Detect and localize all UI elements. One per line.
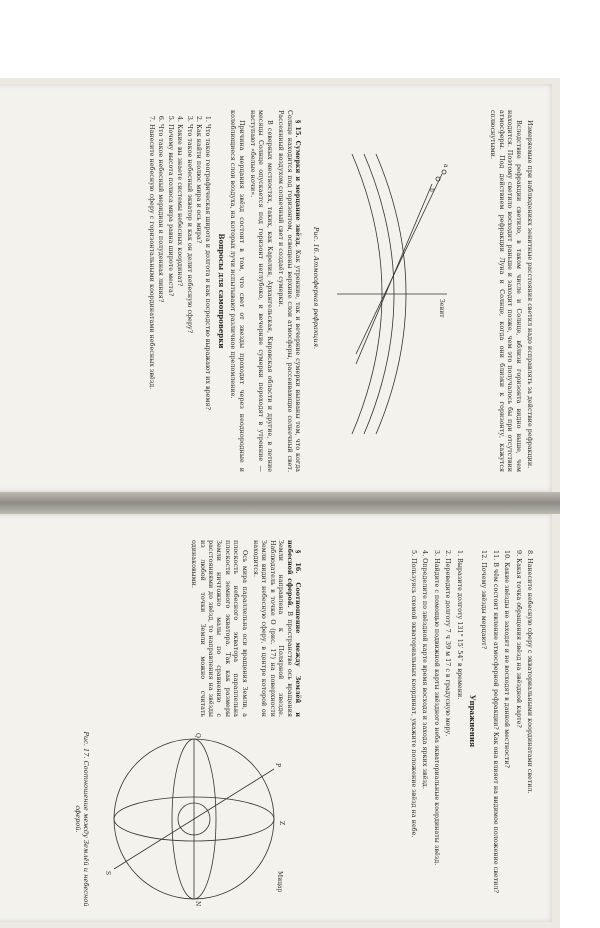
question-item: 2. Как найти полюс мира и ось мира? — [195, 124, 203, 472]
questions-title: Вопросы для самопроверки — [216, 233, 226, 349]
question-item: 1. Что такое географическая широта и долгота и как посредство выражают их время? — [204, 124, 212, 472]
label-n: N — [194, 901, 201, 907]
exercise-line: 4. Определите по звёздной карте время восхода и захода ярких звёзд. — [421, 550, 430, 789]
label-a: а — [442, 164, 449, 168]
question-line: 10. Какие звёзды не заходят и не восходят в данной местности? — [503, 550, 512, 768]
label-q: Q — [194, 733, 201, 738]
book-photo — [40, 72, 600, 922]
exercise-line: 3. Найдите с помощью подвижной карты звёздного неба экваториальные координаты звёзд. — [432, 550, 441, 866]
section-16-para: Ось мира параллельна оси вращения Земли, а плоскость небесного экватора параллельна плоскости земного экватора. Так как размеры Земли ничтожно малы по сравнению с расстояниями до звёзд, то направления на звёзды из любой точки Земли можно считать одинаковыми. — [190, 540, 249, 717]
section-16-para: В пространстве ось вращения Земли направлена к Полярной звезде. Наблюдатель в точке O (рис. 17) на поверхности Земли видит небесную сферу, в центре которой он находится. — [251, 540, 294, 717]
question-line: 8. Нанесите небесную сферу с экваториальными координатами светил. — [526, 550, 534, 794]
question-line: 9. Какая точка обращения звёзд на звёздной карте? — [514, 550, 523, 728]
label-north: Мицар — [276, 871, 283, 893]
figure-17-caption: Рис. 17. Соотношение между Землёй и небесной сферой. — [74, 731, 90, 907]
book-spread — [0, 78, 560, 928]
section-16 — [187, 540, 302, 717]
section-15 — [147, 110, 303, 472]
page-22 — [0, 84, 552, 492]
section-16-title: § 16. Соотношение между Землёй и небесной сферой. — [285, 540, 302, 717]
figure-16-caption: Рис. 16. Атмосферная рефракция. — [312, 226, 320, 350]
top-questions — [407, 540, 534, 902]
question-line: 11. В чём состоит явление атмосферной рефракции? Как она влияет на видимое положение светил? — [491, 550, 500, 893]
label-p: P — [274, 763, 281, 768]
label-s: S — [104, 871, 111, 876]
section-15-title: § 15. Сумерки и мерцание звёзд. — [294, 120, 302, 247]
question-item: 4. Какие вы знаете системы небесных координат? — [176, 124, 184, 472]
exercise-line: 5. Пользуясь схемой экваториальных координат, укажите положение звёзд на небе. — [409, 550, 418, 838]
intro-text — [486, 110, 534, 472]
page-23 — [0, 514, 552, 922]
questions-list — [148, 110, 213, 472]
question-line: 12. Почему звёзды мерцают? — [480, 550, 489, 650]
exercises-title: Упражнения — [467, 694, 477, 748]
section-15-para: Причина мерцания звёзд состоит в том, что свет от звезды проходит через неоднородные и колеблющиеся слои воздуха, на которых лучи испытывают различное преломление. — [229, 110, 246, 472]
exercise-line: 1. Выразите долготу 131° 15′ 54″ в времени. — [455, 550, 464, 700]
intro-line: Вследствие рефракции светило, в таком числе и Солнце, вблизи горизонта видно выше, чем находится. Поэтому светило восходит раньше и заходит позже, чем это получалось бы при отсутствии атмосферы. Под действием рефракции Луна и Солнце, когда они близки к горизонту, кажутся сплюснутыми. — [489, 110, 523, 472]
book-gutter — [0, 492, 560, 514]
section-15-para: В северных местностях, таких, как Карелия, Архангельская, Кировская области и другие, в летние месяцы Солнце опускается под горизонт неглубоко, и вечерние сумерки переходят в утренние — наступают «белые ночи». — [248, 110, 274, 472]
refraction-figure — [332, 144, 452, 444]
question-item: 5. Почему высота полюса мира равна широте места? — [166, 124, 174, 472]
section-15-para: Как утренние, так и вечерние сумерки вызваны тем, что когда Солнце находится под горизонтом, освещены верхние слои атмосферы, рассеивающие солнечный свет. Рассеянный воздухом солнечный свет и создаёт сумерки. — [277, 110, 302, 472]
intro-line: Измеряемые при наблюдениях зенитные расстояния светил надо исправлять за действие рефракции. — [526, 120, 534, 469]
earth-sphere-figure — [94, 729, 294, 909]
zenith-label: Зенит — [438, 299, 445, 318]
question-item: 3. Что такое небесный экватор и как он делит небесную сферу? — [185, 124, 193, 472]
question-item: 7. Нанесите небесную сферу с горизонтальными координатами небесных звёзд. — [148, 124, 156, 472]
label-b: b — [428, 188, 435, 192]
exercise-line: 2. Переведите долготу 7 ч 39 м 17 с в градусную меру. — [444, 550, 453, 737]
question-item: 6. Что такое небесный меридиан и полуденная линия? — [157, 124, 165, 472]
label-z: Z — [278, 821, 285, 826]
